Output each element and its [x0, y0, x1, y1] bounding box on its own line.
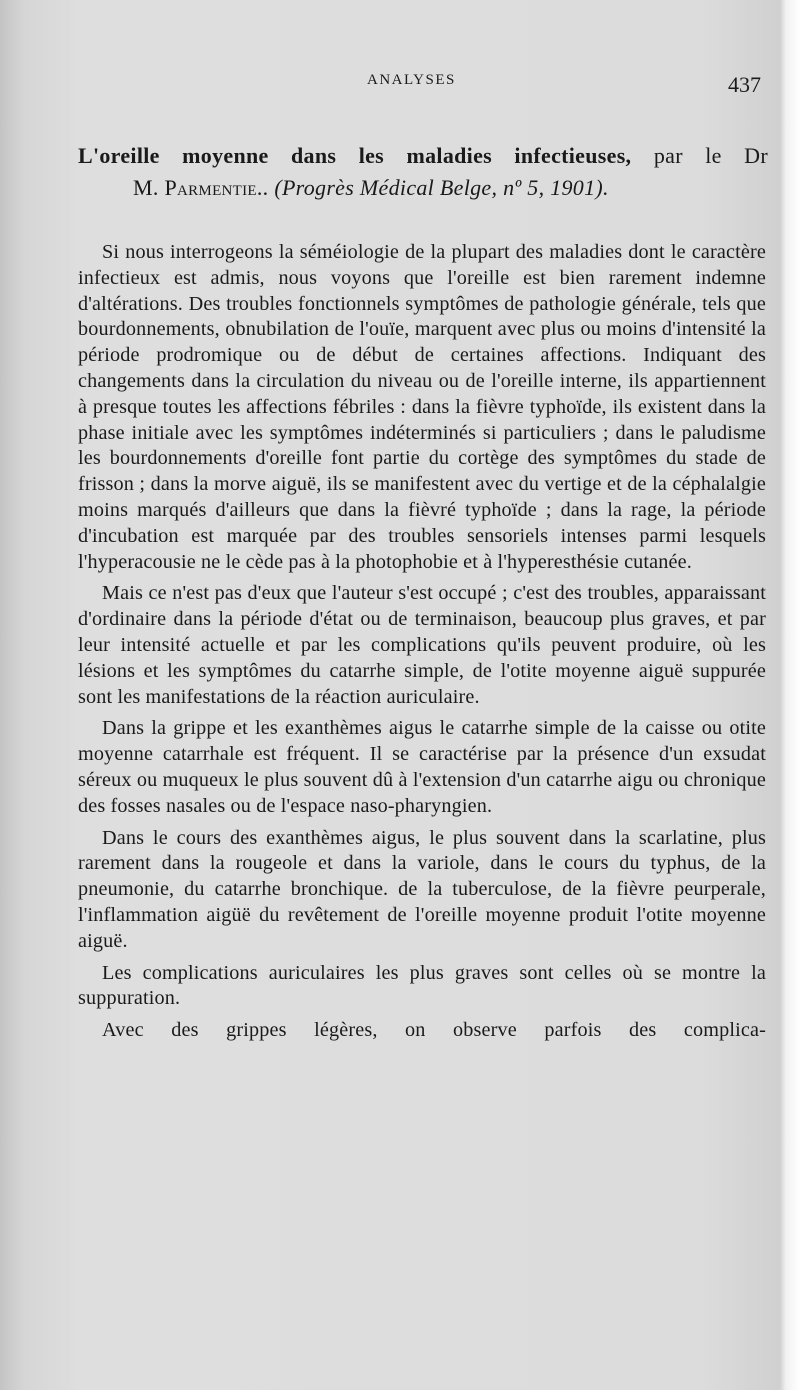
- article-author: M. Parmentie..: [133, 175, 269, 200]
- paragraph-5: Les complications auriculaires les plus graves sont celles où se montre la suppuration.: [78, 961, 766, 1010]
- article-title-line: [78, 140, 768, 172]
- paragraph-2: Mais ce n'est pas d'eux que l'auteur s'est occupé ; c'est des troubles, apparaissant d'ordinaire dans la période d'état ou de terminaison, beaucoup plus graves, et par leur intensité actuelle et par les complications qu'ils peuvent produire, où les lésions et les symptômes du catarrhe simple, de l'otite moyenne aiguë suppurée sont les manifestations de la réaction auriculaire.: [78, 582, 766, 708]
- paragraph-1: Si nous interrogeons la séméiologie de la plupart des maladies dont le caractère infectieux est admis, nous voyons que l'oreille est bien rarement indemne d'altérations. Des troubles fonctionnels symptômes de pathologie générale, tels que bourdonnements, obnubilation de l'ouïe, marquent avec plus ou moins d'intensité la période prodromique ou de début de certaines affections. Indiquant des changements dans la circulation du niveau ou de l'oreille interne, ils appartiennent à presque toutes les affections fébriles : dans la fièvre typhoïde, ils existent dans la phase initiale avec les symptômes indéterminés si particuliers ; dans le paludisme les bourdonnements d'oreille font partie du cortège des symptômes du stade de frisson ; dans la morve aiguë, ils se manifestent avec du vertige et de la céphalalgie moins marqués d'ailleurs que dans la fièvré typhoïde ; dans la rage, la période d'incubation est marquée par des troubles sensoriels intenses parmi lesquels l'hyperacousie ne le cède pas à la photophobie et à l'hyperesthésie cutanée.: [78, 241, 766, 573]
- article-byline: [78, 172, 768, 204]
- paragraph-6: Avec des grippes légères, on observe parfois des complica-: [102, 1019, 766, 1042]
- running-head: ANALYSES: [367, 72, 456, 88]
- article-title: [78, 140, 768, 204]
- article-source: (Progrès Médical Belge, nº 5, 1901).: [274, 175, 609, 200]
- body-text: [78, 240, 766, 1050]
- page-number: 437: [728, 72, 761, 97]
- article-title-par: par le Dr: [653, 143, 768, 168]
- paragraph-3: Dans la grippe et les exanthèmes aigus le catarrhe simple de la caisse ou otite moyenne catarrhale est fréquent. Il se caractérise par la présence d'un exsudat séreux ou muqueux le plus souvent dû à l'extension d'un catarrhe aigu ou chronique des fosses nasales ou de l'espace naso-pharyngien.: [78, 717, 766, 817]
- paragraph-4: Dans le cours des exanthèmes aigus, le plus souvent dans la scarlatine, plus rarement dans la rougeole et dans la variole, dans le cours du typhus, de la pneumonie, du catarrhe bronchique. de la tuberculose, de la fièvre peurperale, l'inflammation aigüë du revêtement de l'oreille moyenne produit l'otite moyenne aiguë.: [78, 826, 766, 952]
- article-title-bold: L'oreille moyenne dans les maladies infectieuses,: [78, 143, 632, 168]
